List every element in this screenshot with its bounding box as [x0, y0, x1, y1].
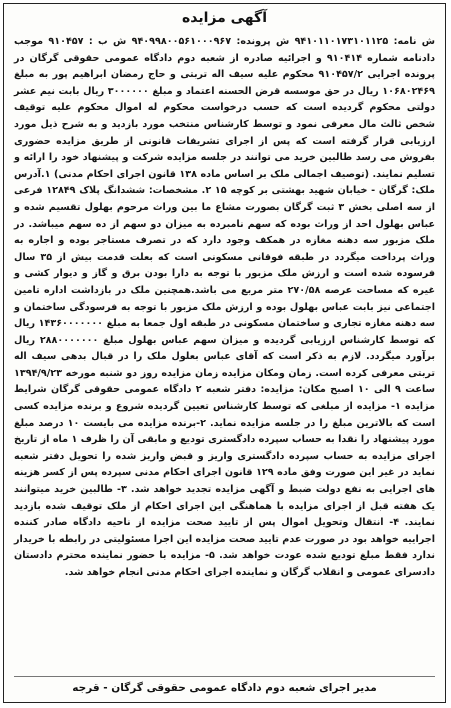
footer-divider — [14, 676, 435, 677]
notice-frame — [3, 3, 446, 703]
notice-signature: مدیر اجرای شعبه دوم دادگاه عمومی حقوقی گرگان - قرجه — [72, 682, 377, 694]
notice-title: آگهی مزایده — [181, 10, 267, 26]
notice-body — [14, 34, 435, 582]
notice-body-text: ش نامه: ۹۴۱۰۱۱۰۱۷۳۱۰۱۱۲۵ ش پرونده: ۹۴۰۹۹۸۰۰۵۶۱۰۰۰۹۶۷ ش ب : ۹۱۰۴۵۷ موجب دادنامه شماره ۹۱۰۴۱۴ و اجرائیه صادره از شعبه دوم دادگاه عمومی حقوقی گرگان در پرونده اجرایی ۹۱۰۴۵۷/۲ محکوم علیه سیف اله تربتی و حاج رمضان ابراهیم پور به مبلغ ۱۰۶۸۰۲۴۶۹ ریال در حق موسسه قرض الحسنه اعتماد و مبلغ ۳۰۰۰۰۰۰ ریال بابت نیم عشر دولتی محکوم گردیده است که حسب درخواست محکوم له اموال محکوم علیه توقیف شخص ثالث مال معرفی نمود و توسط کارشناس منتخب مورد بازدید و به شرح ذیل مورد ارزیابی قرار گرفته است که پس از اجرای تشریفات قانونی از طریق مزایده حضوری بفروش می رسد طالبین خرید می توانند در جلسه مزایده شرکت و پیشنهاد خود را ارائه و تسلیم نمایند. (توصیف اجمالی ملک بر اساس ماده ۱۳۸ قانون اجرای احکام مدنی) ۱.آدرس ملک: گرگان - خیابان شهید بهشتی بر کوچه ۱۵ ۲. مشخصات: ششدانگ پلاک ۱۲۸۴۹ فرعی از سه اصلی بخش ۳ ثبت گرگان بصورت مشاع ما بین وراث مرحوم بهلول تقسیم شده و عباس بهلول احد از وراث بوده که سهم نامبرده به میزان دو سهم از ده سهم میباشد. در ملک مزبور سه دهنه مغازه در همکف وجود دارد که در تصرف مستاجر بوده و اجاره به وراث پرداخت میگردد در طبقه فوقانی مسکونی است که بعلت قدمت بیش از ۳۵ سال فرسوده شده است و ارزش ملک مزبور با توجه به دارا بودن برق و گاز و دیوار کشی و غیره که مساحت عرصه ۲۷۰/۵۸ متر مربع می باشد.همچنین ملک در بازداشت اداره تامین اجتماعی نیز بابت عباس بهلول بوده و ارزش ملک مزبور با توجه به فرسودگی ساختمان و سه دهنه مغازه تجاری و ساختمان مسکونی در طبقه اول جمعا به مبلغ ۱۴۳۶۰۰۰۰۰۰۰ ریال که توسط کارشناس ارزیابی گردیده و میزان سهم عباس بهلول مبلغ ۲۸۸۰۰۰۰۰۰۰ ریال برآورد میگردد. لازم به ذکر است که آقای عباس بعلول ملک را در قبال بدهی سیف اله تربتی معرفی کرده است. زمان ومکان مزایده زمان مزایده روز دو شنبه مورخه ۱۳۹۴/۹/۲۳ ساعت ۹ الی ۱۰ اصبح مکان: مزایده: دفتر شعبه ۲ دادگاه عمومی حقوقی گرگان شرایط مزایده ۱- مزایده از مبلغی که توسط کارشناس تعیین گردیده شروع و برنده مزایده کسی است که بالاترین مبلغ را در جلسه مزایده نماید. ۲-برنده مزایده می بایست ۱۰ درصد مبلغ مورد پیشنهاد را نقدا به حساب سپرده دادگستری تودیع و مابقی آن را ظرف ۱ ماه از تاریخ اجرای مزایده به حساب سپرده دادگستری واریز و قبض واریز شده را تحویل دفتر شعبه نماید در غیر این صورت وفق ماده ۱۲۹ قانون اجرای احکام مدنی سپرده پس از کسر هزینه های اجرایی به نفع دولت ضبط و آگهی مزایده تجدید خواهد شد. ۳- طالبین خرید میتوانند یک هفته قبل از اجرای مزایده با هماهنگی این اجرای احکام از ملک توقیف شده بازدید نمایند. ۴- انتقال وتحویل اموال پس از تایید صحت مزایده از ناحیه دادگاه صادر کننده اجراییه خواهد بود در صورت عدم تایید صحت مزایده این اجرا مسئولیتی در رابطه با خریدار ندارد فقط مبلغ تودیع شده عودت خواهد شد. ۵- مزایده با حضور نماینده محترم دادستان دادسرای عمومی و انقلاب گرگان و نماینده اجرای احکام مدنی انجام خواهد شد. — [14, 36, 436, 578]
